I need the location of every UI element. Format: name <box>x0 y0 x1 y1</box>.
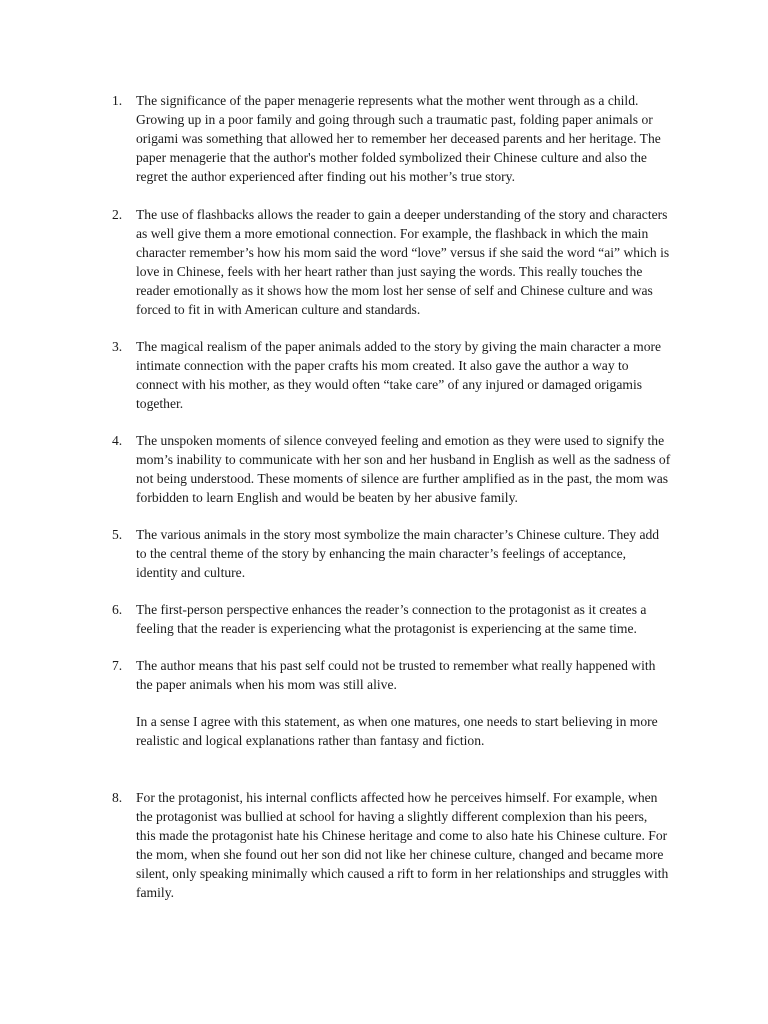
text-line: mom’s inability to communicate with her son and her husband in English as well as the sadness of <box>136 452 671 467</box>
text-line: Growing up in a poor family and going through such a traumatic past, folding paper animals or <box>136 112 653 127</box>
item-paragraph <box>136 712 696 750</box>
text-line: The first-person perspective enhances the reader’s connection to the protagonist as it creates a <box>136 602 647 617</box>
item-number: 2. <box>112 207 123 222</box>
text-line: feeling that the reader is experiencing what the protagonist is experiencing at the same time. <box>136 621 637 636</box>
text-line: the mom, when she found out her son did not like her chinese culture, changed and became more <box>136 847 664 862</box>
item-paragraph <box>136 205 696 319</box>
item-paragraph <box>136 525 696 582</box>
item-number: 6. <box>112 602 123 617</box>
text-line: the paper animals when his mom was still alive. <box>136 677 397 692</box>
text-line: to the central theme of the story by enhancing the main character’s feelings of acceptance, <box>136 546 627 561</box>
text-line: The author means that his past self could not be trusted to remember what really happened with <box>136 658 656 673</box>
item-paragraph <box>136 656 696 694</box>
text-line: The magical realism of the paper animals added to the story by giving the main character a more <box>136 339 662 354</box>
text-line: origami was something that allowed her to remember her deceased parents and her heritage. The <box>136 131 661 146</box>
item-paragraph <box>136 431 696 507</box>
item-number: 5. <box>112 527 123 542</box>
text-line: connect with his mother, as they would often “take care” of any injured or damaged origamis <box>136 377 643 392</box>
text-line: love in Chinese, feels with her heart rather than just saying the words. This really touches the <box>136 264 643 279</box>
text-line: forbidden to learn English and would be beaten by her abusive family. <box>136 490 518 505</box>
text-line: The various animals in the story most symbolize the main character’s Chinese culture. They add <box>136 527 660 542</box>
text-line: forced to fit in with American culture and standards. <box>136 302 421 317</box>
text-line: not being understood. These moments of silence are further amplified as in the past, the mom was <box>136 471 669 486</box>
item-paragraph <box>136 600 696 638</box>
text-line: this made the protagonist hate his Chinese heritage and come to also hate his Chinese culture. For <box>136 828 668 843</box>
text-line: together. <box>136 396 184 411</box>
text-line: The use of flashbacks allows the reader to gain a deeper understanding of the story and characters <box>136 207 668 222</box>
text-line: reader emotionally as it shows how the mom lost her sense of self and Chinese culture and was <box>136 283 653 298</box>
item-paragraph <box>136 91 696 186</box>
text-line: the protagonist was bullied at school for having a slightly different complexion than his peers, <box>136 809 648 824</box>
text-line: as well give them a more emotional connection. For example, the flashback in which the main <box>136 226 649 241</box>
text-line: intimate connection with the paper crafts his mom created. It also gave the author a way to <box>136 358 629 373</box>
item-number: 4. <box>112 433 123 448</box>
text-line: realistic and logical explanations rather than fantasy and fiction. <box>136 733 485 748</box>
text-line: The unspoken moments of silence conveyed feeling and emotion as they were used to signify the <box>136 433 665 448</box>
text-line: paper menagerie that the author's mother folded symbolized their Chinese culture and also the <box>136 150 647 165</box>
text-line: regret the author experienced after finding out his mother’s true story. <box>136 169 515 184</box>
text-line: For the protagonist, his internal conflicts affected how he perceives himself. For example, when <box>136 790 658 805</box>
item-number: 3. <box>112 339 123 354</box>
text-line: family. <box>136 885 174 900</box>
item-paragraph <box>136 337 696 413</box>
item-paragraph <box>136 788 696 902</box>
text-line: In a sense I agree with this statement, as when one matures, one needs to start believing in more <box>136 714 658 729</box>
item-number: 8. <box>112 790 123 805</box>
text-line: identity and culture. <box>136 565 246 580</box>
item-number: 7. <box>112 658 123 673</box>
item-number: 1. <box>112 93 123 108</box>
text-line: character remember’s how his mom said the word “love” versus if she said the word “ai” which is <box>136 245 670 260</box>
text-line: silent, only speaking minimally which caused a rift to form in her relationships and struggles with <box>136 866 669 881</box>
text-line: The significance of the paper menagerie represents what the mother went through as a child. <box>136 93 639 108</box>
